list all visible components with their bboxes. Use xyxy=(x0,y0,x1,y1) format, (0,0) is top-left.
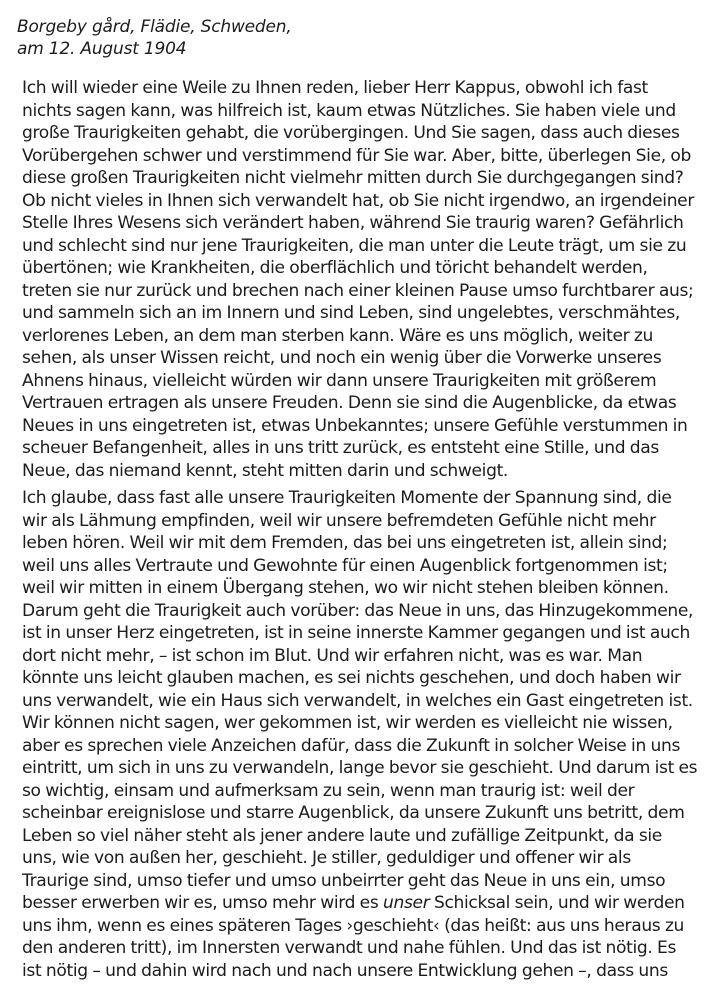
place-line: Borgeby gård, Flädie, Schweden, xyxy=(17,17,292,37)
paragraph-1 xyxy=(22,77,702,482)
text-line: Darum geht die Traurigkeit auch vorüber: das Neue in uns, das Hinzugekommene, xyxy=(22,600,694,621)
date-line: am 12. August 1904 xyxy=(17,39,187,59)
text-line: Ich will wieder eine Weile zu Ihnen reden, lieber Herr Kappus, obwohl ich fast xyxy=(22,78,648,98)
text-line: große Traurigkeiten gehabt, die vorübergingen. Und Sie sagen, dass auch dieses xyxy=(22,123,680,143)
text-line: weil wir mitten in einem Übergang stehen, wo wir nicht stehen bleiben können. xyxy=(22,578,669,598)
text-line: Ich glaube, dass fast alle unsere Traurigkeiten Momente der Spannung sind, die xyxy=(22,488,672,508)
text-line: scheinbar ereignislose und starre Augenblick, da unsere Zukunft uns betritt, dem xyxy=(22,803,685,823)
text-line-with-emphasis xyxy=(22,892,702,915)
emphasized-word: unser xyxy=(383,893,430,913)
text-line: Neue, das niemand kennt, steht mitten darin und schweigt. xyxy=(22,460,508,481)
text-line: Neues in uns eingetreten ist, etwas Unbekanntes; unsere Gefühle verstummen in xyxy=(22,415,688,436)
text-line: diese großen Traurigkeiten nicht vielmehr mitten durch Sie durchgegangen sind? xyxy=(22,168,684,188)
text-line: scheuer Befangenheit, alles in uns tritt zurück, es entsteht eine Stille, und das xyxy=(22,438,659,458)
text-line: und sammeln sich an im Innern und sind Leben, sind ungelebtes, verschmähtes, xyxy=(22,303,680,323)
text-line: sehen, als unser Wissen reicht, und noch ein wenig über die Vorwerke unseres xyxy=(22,348,662,368)
text-line: und schlecht sind nur jene Traurigkeiten, die man unter die Leute trägt, um sie zu xyxy=(22,235,687,256)
text-line: aber es sprechen viele Anzeichen dafür, dass die Zukunft in solcher Weise in uns xyxy=(22,735,681,756)
text-line: leben hören. Weil wir mit dem Fremden, das bei uns eingetreten ist, allein sind; xyxy=(22,533,668,553)
text-line: uns, wie von außen her, geschieht. Je stiller, geduldiger und offener wir als xyxy=(22,848,631,868)
text-segment: besser erwerben wir es, umso mehr wird es xyxy=(22,893,383,913)
text-line: weil uns alles Vertraute und Gewohnte für einen Augenblick fortgenommen ist; xyxy=(22,555,668,576)
text-line: uns ihm, wenn es eines späteren Tages ›geschieht‹ (das heißt: aus uns heraus zu xyxy=(22,915,685,936)
text-line: wir als Lähmung empfinden, weil wir unsere befremdeten Gefühle nicht mehr xyxy=(22,510,656,531)
text-segment: Schicksal sein, und wir werden xyxy=(429,893,685,913)
text-line: so wichtig, einsam und aufmerksam zu sein, wenn man traurig ist: weil der xyxy=(22,780,635,801)
text-line: treten sie nur zurück und brechen nach einer kleinen Pause umso furchtbarer aus; xyxy=(22,280,694,301)
text-line: Wir können nicht sagen, wer gekommen ist, wir werden es vielleicht nie wissen, xyxy=(22,713,673,733)
text-line: den anderen tritt), im Innersten verwandt und nahe fühlen. Und das ist nötig. Es xyxy=(22,938,677,958)
letter-heading xyxy=(17,16,292,60)
text-line: uns verwandelt, wie ein Haus sich verwandelt, in welches ein Gast eingetreten ist. xyxy=(22,690,693,711)
text-line: Vorübergehen schwer und verstimmend für Sie war. Aber, bitte, überlegen Sie, ob xyxy=(22,145,692,166)
text-line: übertönen; wie Krankheiten, die oberflächlich und töricht behandelt werden, xyxy=(22,258,648,278)
text-line: eintritt, um sich in uns zu verwandeln, lange bevor sie geschieht. Und darum ist es xyxy=(22,758,698,778)
text-line: nichts sagen kann, was hilfreich ist, kaum etwas Nützliches. Sie haben viele und xyxy=(22,100,676,121)
paragraph-2 xyxy=(22,487,702,982)
text-line: Traurige sind, umso tiefer und umso unbeirrter geht das Neue in uns ein, umso xyxy=(22,870,666,891)
text-line: dort nicht mehr, – ist schon im Blut. Und wir erfahren nicht, was es war. Man xyxy=(22,645,643,666)
text-line: verlorenes Leben, an dem man sterben kann. Wäre es uns möglich, weiter zu xyxy=(22,325,654,346)
text-line: Ahnens hinaus, vielleicht würden wir dann unsere Traurigkeiten mit größerem xyxy=(22,370,657,391)
text-line: Vertrauen ertragen als unsere Freuden. Denn sie sind die Augenblicke, da etwas xyxy=(22,393,677,413)
text-line: ist in unser Herz eingetreten, ist in seine innerste Kammer gegangen und ist auch xyxy=(22,623,690,643)
text-line: könnte uns leicht glauben machen, es sei nichts geschehen, und doch haben wir xyxy=(22,668,681,688)
text-line: ist nötig – und dahin wird nach und nach unsere Entwicklung gehen –, dass uns xyxy=(22,960,668,981)
text-line: Stelle Ihres Wesens sich verändert haben, während Sie traurig waren? Gefährlich xyxy=(22,213,684,233)
text-line: Ob nicht vieles in Ihnen sich verwandelt hat, ob Sie nicht irgendwo, an irgendeiner xyxy=(22,190,695,211)
text-line: Leben so viel näher steht als jener andere laute und zufällige Zeitpunkt, da sie xyxy=(22,825,662,846)
